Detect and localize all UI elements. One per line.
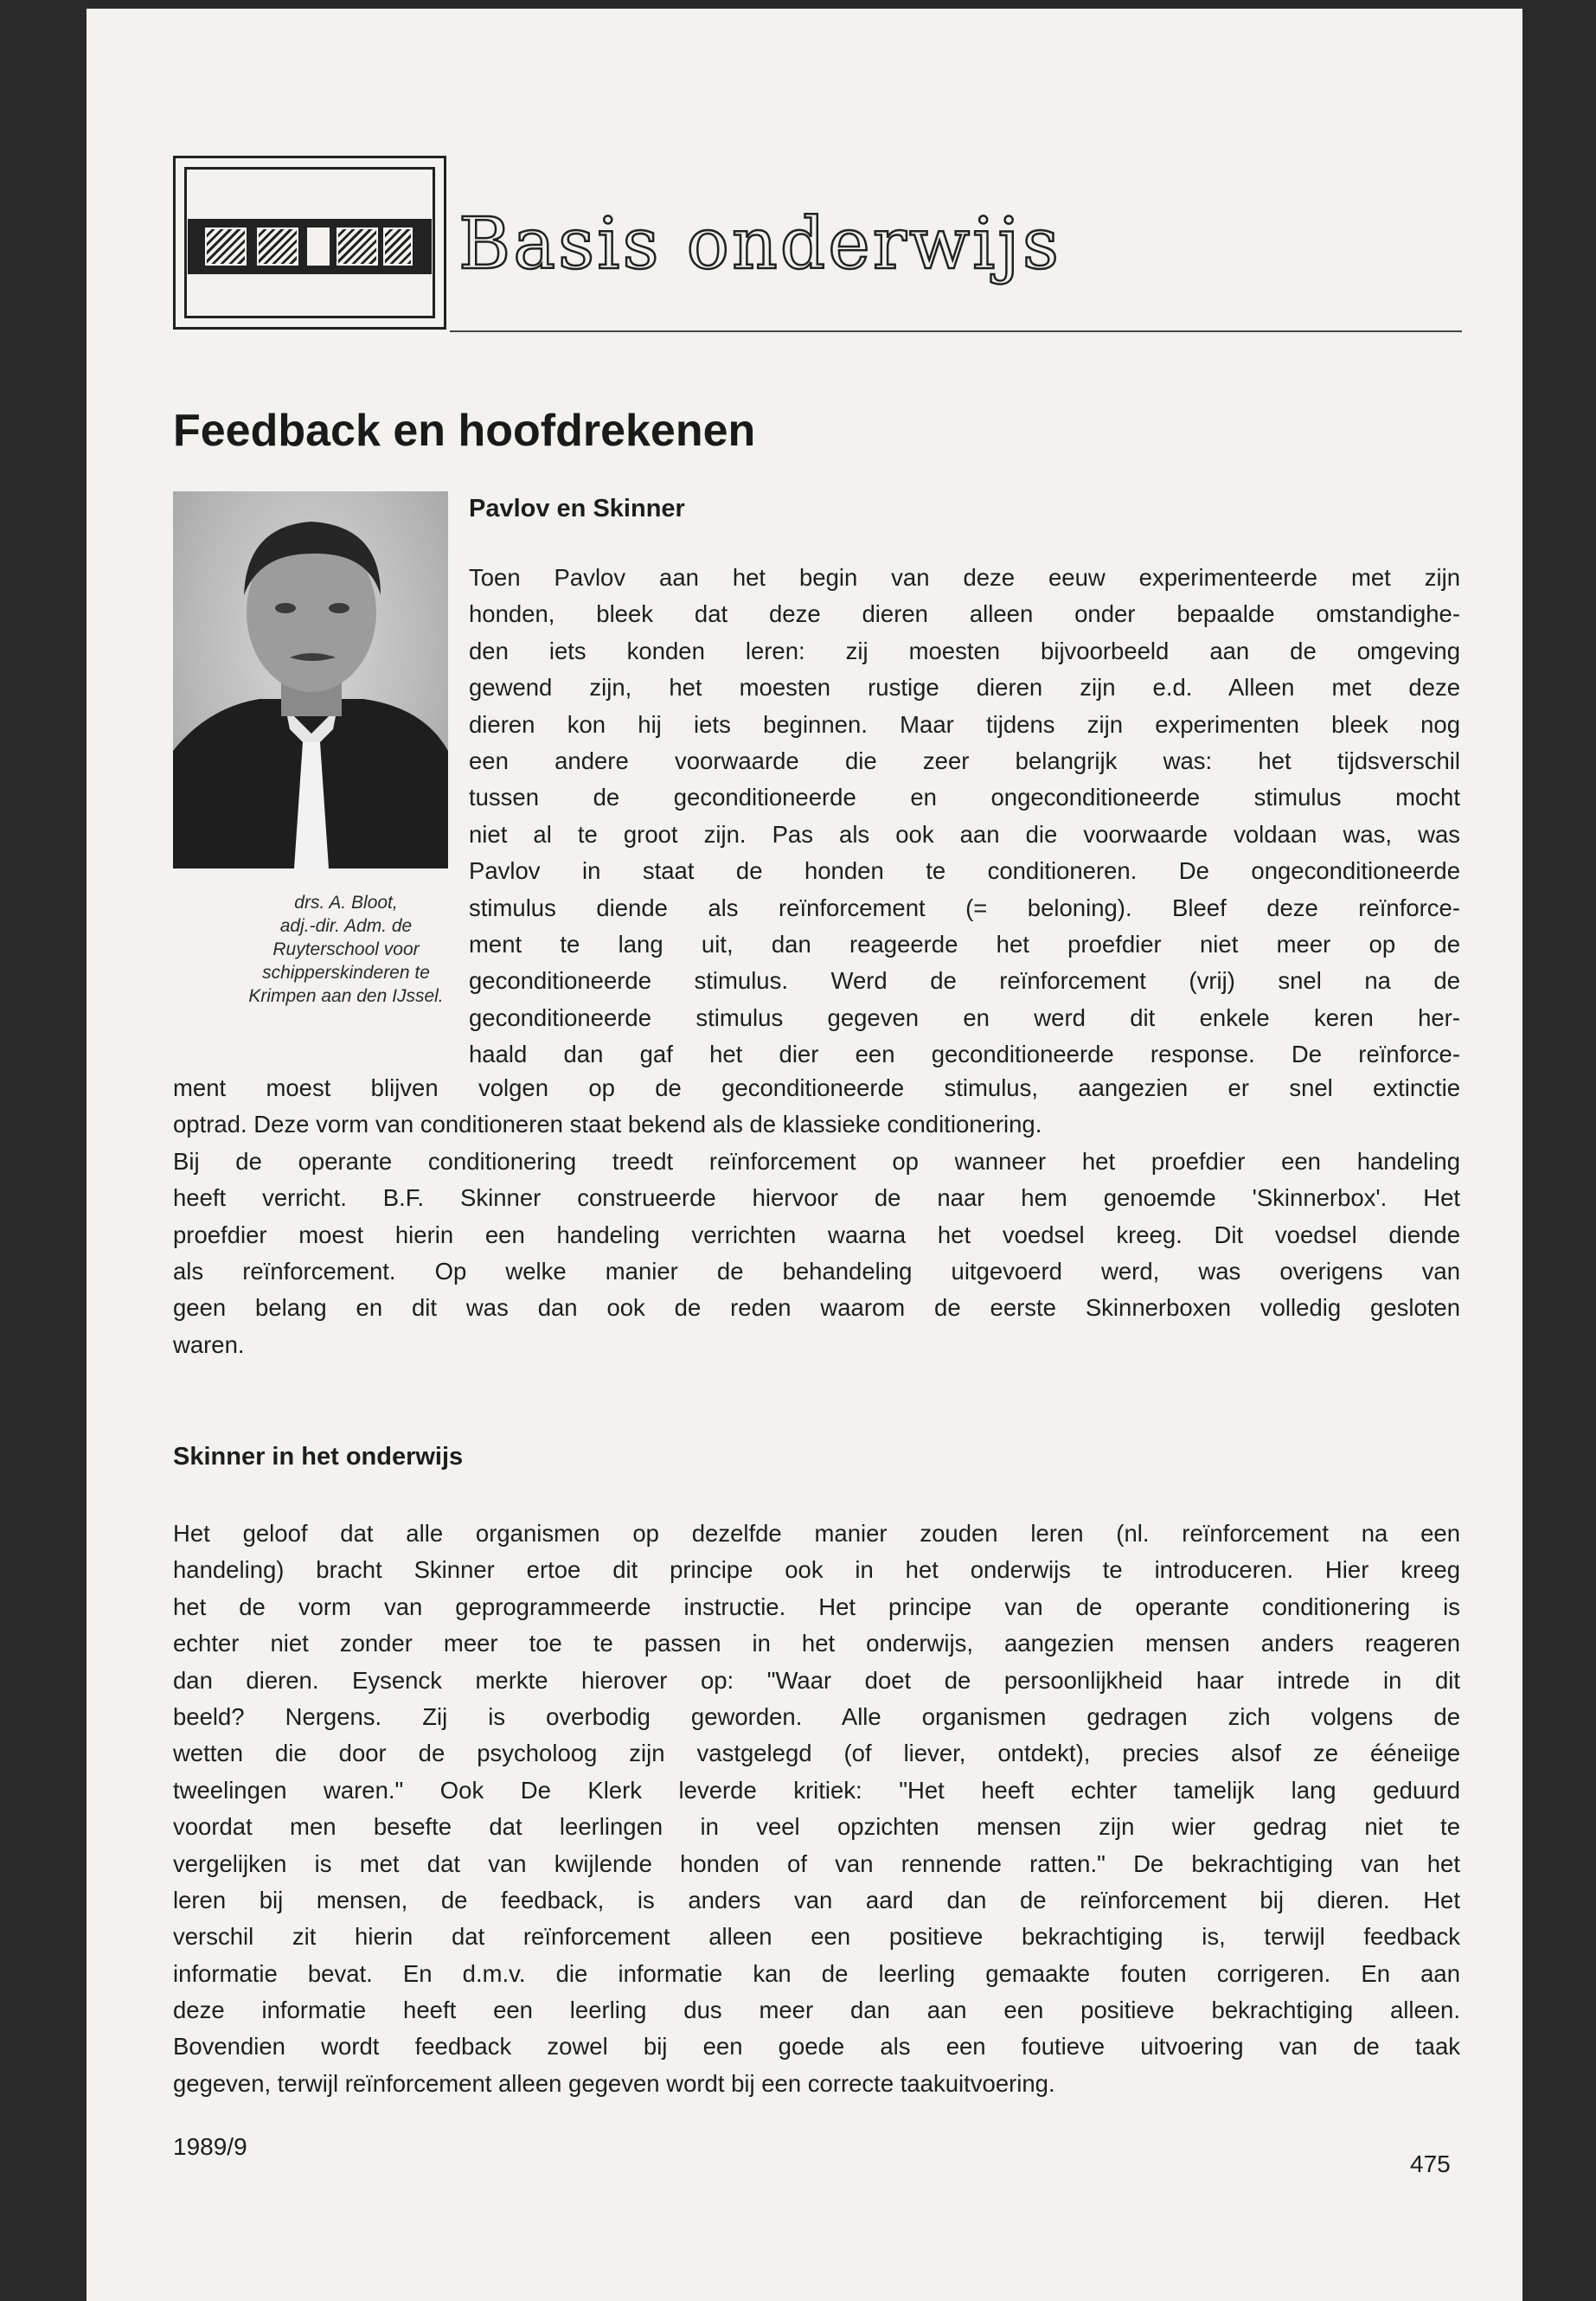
caption-line: drs. A. Bloot, <box>294 893 398 913</box>
text-line: haald dan gaf het dier een geconditioneerde response. De reïnforce- <box>469 1041 1460 1068</box>
text-line: het de vorm van geprogrammeerde instructie. Het principe van de operante conditionering is <box>173 1593 1460 1620</box>
text-line: optrad. Deze vorm van conditioneren staat bekend als de klassieke conditionering. <box>173 1111 1042 1138</box>
text-line: gewend zijn, het moesten rustige dieren zijn e.d. Alleen met deze <box>469 674 1460 702</box>
section-title: Basis onderwijs <box>458 203 1061 285</box>
text-line: honden, bleek dat deze dieren alleen onder bepaalde omstandighe- <box>469 600 1460 628</box>
text-line: Toen Pavlov aan het begin van deze eeuw experimenteerde met zijn <box>469 564 1460 591</box>
author-photo <box>173 491 448 868</box>
text-line: proefdier moest hierin een handeling verrichten waarna het voedsel kreeg. Dit voedsel diende <box>173 1221 1460 1248</box>
text-line: dan dieren. Eysenck merkte hierover op: "Waar doet de persoonlijkheid haar intrede in dit <box>173 1666 1460 1694</box>
text-line: geconditioneerde stimulus gegeven en werd dit enkele keren her- <box>469 1003 1460 1031</box>
section-heading-pavlov: Pavlov en Skinner <box>469 495 685 522</box>
text-line: den iets konden leren: zij moesten bijvoorbeeld aan de omgeving <box>469 637 1460 664</box>
text-line: wetten die door de psycholoog zijn vastgelegd (of liever, ontdekt), precies alsof ze ééneiige <box>173 1740 1460 1767</box>
issue-label: 1989/9 <box>173 2133 247 2160</box>
text-line: echter niet zonder meer toe te passen in het onderwijs, aangezien mensen anders reageren <box>173 1630 1460 1657</box>
caption-line: Krimpen aan den IJssel. <box>248 986 444 1006</box>
text-line: ment moest blijven volgen op de geconditioneerde stimulus, aangezien er snel extinctie <box>173 1074 1460 1101</box>
text-line: verschil zit hierin dat reïnforcement alleen een positieve bekrachtiging is, terwijl feedback <box>173 1923 1460 1951</box>
text-line: beeld? Nergens. Zij is overbodig geworden. Alle organismen gedragen zich volgens de <box>173 1702 1460 1730</box>
caption-line: adj.-dir. Adm. de <box>279 916 413 936</box>
text-line: Pavlov in staat de honden te conditioneren. De ongeconditioneerde <box>469 857 1460 885</box>
text-line: leren bij mensen, de feedback, is anders van aard dan de reïnforcement bij dieren. Het <box>173 1886 1460 1913</box>
text-line: geconditioneerde stimulus. Werd de reïnforcement (vrij) snel na de <box>469 967 1460 995</box>
text-line: Bovendien wordt feedback zowel bij een goede als een foutieve uitvoering van de taak <box>173 2033 1460 2061</box>
text-line: handeling) bracht Skinner ertoe dit principe ook in het onderwijs te introduceren. Hier kreeg <box>173 1556 1460 1584</box>
text-line: een andere voorwaarde die zeer belangrijk was: het tijdsverschil <box>469 747 1460 774</box>
text-line: vergelijken is met dat van kwijlende honden of van rennende ratten." De bekrachtiging van het <box>173 1849 1460 1877</box>
paragraph-onderwijs <box>173 1516 1460 2102</box>
text-line: deze informatie heeft een leerling dus meer dan aan een positieve bekrachtiging alleen. <box>173 1997 1460 2024</box>
text-line: ment te lang uit, dan reageerde het proefdier niet meer op de <box>469 930 1460 958</box>
caption-line: schipperskinderen te <box>262 963 430 983</box>
text-line: geen belang en dit was dan ook de reden waarom de eerste Skinnerboxen volledig gesloten <box>173 1294 1460 1322</box>
paragraph-pavlov-wide <box>173 1070 1460 1363</box>
document-page <box>87 9 1522 2301</box>
article-title: Feedback en hoofdrekenen <box>173 406 756 456</box>
text-line: voordat men besefte dat leerlingen in veel opzichten mensen zijn wier gedrag niet te <box>173 1813 1460 1841</box>
header-divider <box>450 330 1462 332</box>
text-line: niet al te groot zijn. Pas als ook aan die voorwaarde voldaan was, was <box>469 820 1460 848</box>
text-line: Bij de operante conditionering treedt reïnforcement op wanneer het proefdier een handeling <box>173 1147 1460 1175</box>
page-number: 475 <box>1410 2150 1451 2177</box>
school-building-icon <box>173 156 446 330</box>
author-caption <box>173 891 519 1008</box>
text-line: Het geloof dat alle organismen op dezelfde manier zouden leren (nl. reïnforcement na een <box>173 1520 1460 1547</box>
text-line: dieren kon hij iets beginnen. Maar tijdens zijn experimenten bleek nog <box>469 710 1460 738</box>
text-line: stimulus diende als reïnforcement (= beloning). Bleef deze reïnforce- <box>469 894 1460 921</box>
text-line: als reïnforcement. Op welke manier de behandeling uitgevoerd werd, was overigens van <box>173 1257 1460 1285</box>
section-heading-onderwijs: Skinner in het onderwijs <box>173 1443 464 1471</box>
caption-line: Ruyterschool voor <box>272 939 420 959</box>
text-line: heeft verricht. B.F. Skinner construeerde hiervoor de naar hem genoemde 'Skinnerbox'. Het <box>173 1184 1460 1212</box>
paragraph-pavlov-narrow <box>469 560 1460 1073</box>
text-line: waren. <box>173 1330 245 1358</box>
text-line: informatie bevat. En d.m.v. die informatie kan de leerling gemaakte fouten corrigeren. En aan <box>173 1959 1460 1987</box>
text-line: tweelingen waren." Ook De Klerk leverde kritiek: "Het heeft echter tamelijk lang geduurd <box>173 1776 1460 1804</box>
text-line: tussen de geconditioneerde en ongeconditioneerde stimulus mocht <box>469 784 1460 811</box>
text-line: gegeven, terwijl reïnforcement alleen gegeven wordt bij een correcte taakuitvoering. <box>173 2069 1055 2097</box>
